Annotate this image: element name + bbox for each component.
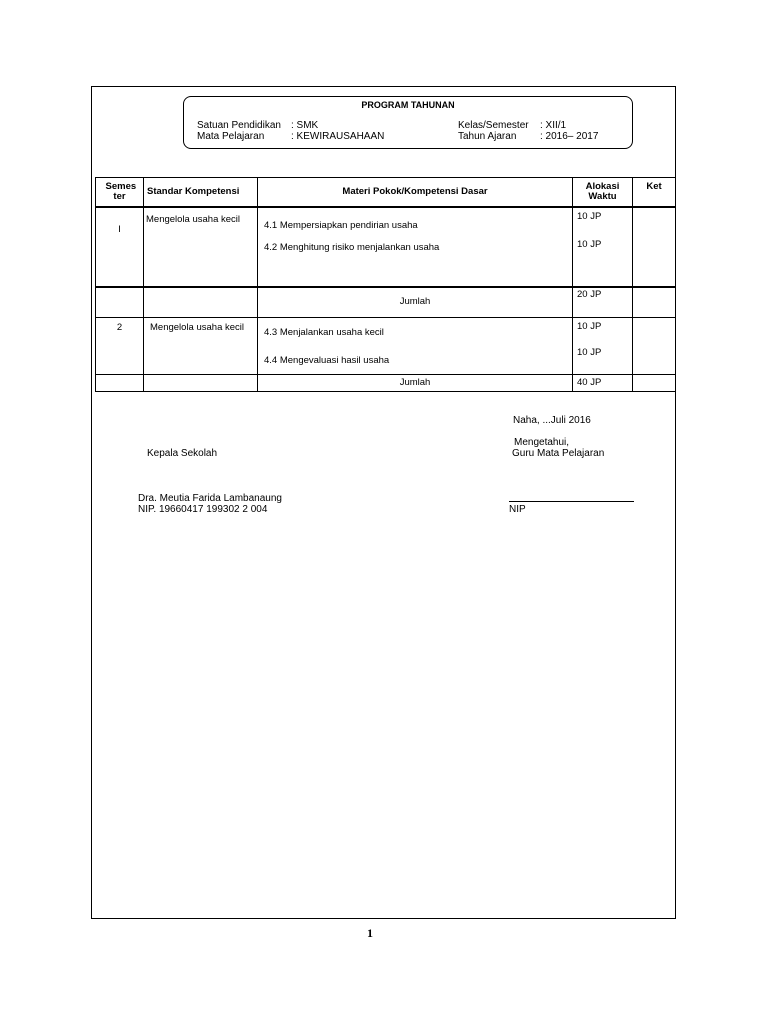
jumlah-label-cell: Jumlah xyxy=(258,375,573,392)
guru-nip: NIP xyxy=(509,504,526,515)
kelas-label: Kelas/Semester xyxy=(458,120,529,131)
semester-cell: 2 xyxy=(96,318,144,375)
ket-cell xyxy=(633,207,676,287)
program-table xyxy=(95,177,676,392)
header-semester: Semes ter xyxy=(96,178,144,207)
ket-cell xyxy=(633,318,676,375)
table-row xyxy=(96,207,676,287)
satuan-value: : SMK xyxy=(291,120,319,131)
jumlah-label-cell: Jumlah xyxy=(258,287,573,318)
signature-line xyxy=(509,501,634,502)
mapel-label: Mata Pelajaran xyxy=(197,131,265,142)
materi-cell xyxy=(258,318,573,375)
kepala-nip: NIP. 19660417 199302 2 004 xyxy=(138,504,268,515)
standar-cell: Mengelola usaha kecil xyxy=(144,318,258,375)
kd-item: 4.1 Mempersiapkan pendirian usaha xyxy=(264,219,418,231)
jumlah-row xyxy=(96,375,676,392)
satuan-label: Satuan Pendidikan xyxy=(197,120,281,131)
materi-cell xyxy=(258,207,573,287)
alokasi-cell: 10 JP 10 JP xyxy=(573,207,633,287)
jumlah-row xyxy=(96,287,676,318)
header-materi: Materi Pokok/Kompetensi Dasar xyxy=(258,178,573,207)
kd-item: 4.3 Menjalankan usaha kecil xyxy=(264,327,384,338)
mengetahui-label: Mengetahui, xyxy=(514,437,570,448)
kd-item: 4.2 Menghitung risiko menjalankan usaha xyxy=(264,241,440,253)
place-date: Naha, ...Juli 2016 xyxy=(513,415,591,426)
mapel-value: : KEWIRAUSAHAAN xyxy=(291,131,385,142)
guru-title: Guru Mata Pelajaran xyxy=(512,448,605,459)
kepala-name: Dra. Meutia Farida Lambanaung xyxy=(138,493,282,504)
document-title: PROGRAM TAHUNAN xyxy=(361,100,455,110)
kd-item: 4.4 Mengevaluasi hasil usaha xyxy=(264,355,390,366)
table-header-row xyxy=(96,178,676,207)
header-alokasi: Alokasi Waktu xyxy=(573,178,633,207)
standar-cell: Mengelola usaha kecil xyxy=(144,207,258,287)
tahun-label: Tahun Ajaran xyxy=(458,131,517,142)
table-row xyxy=(96,318,676,375)
page-number: 1 xyxy=(367,926,373,940)
header-standar: Standar Kompetensi xyxy=(144,178,258,207)
kelas-value: : XII/1 xyxy=(540,120,567,131)
alokasi-cell: 10 JP 10 JP xyxy=(573,318,633,375)
semester-cell: I xyxy=(96,207,144,287)
header-ket: Ket xyxy=(633,178,676,207)
kepala-title: Kepala Sekolah xyxy=(147,448,218,459)
jumlah-jp-cell: 40 JP xyxy=(573,375,633,392)
tahun-value: : 2016– 2017 xyxy=(540,131,599,142)
jumlah-jp-cell: 20 JP xyxy=(573,287,633,318)
